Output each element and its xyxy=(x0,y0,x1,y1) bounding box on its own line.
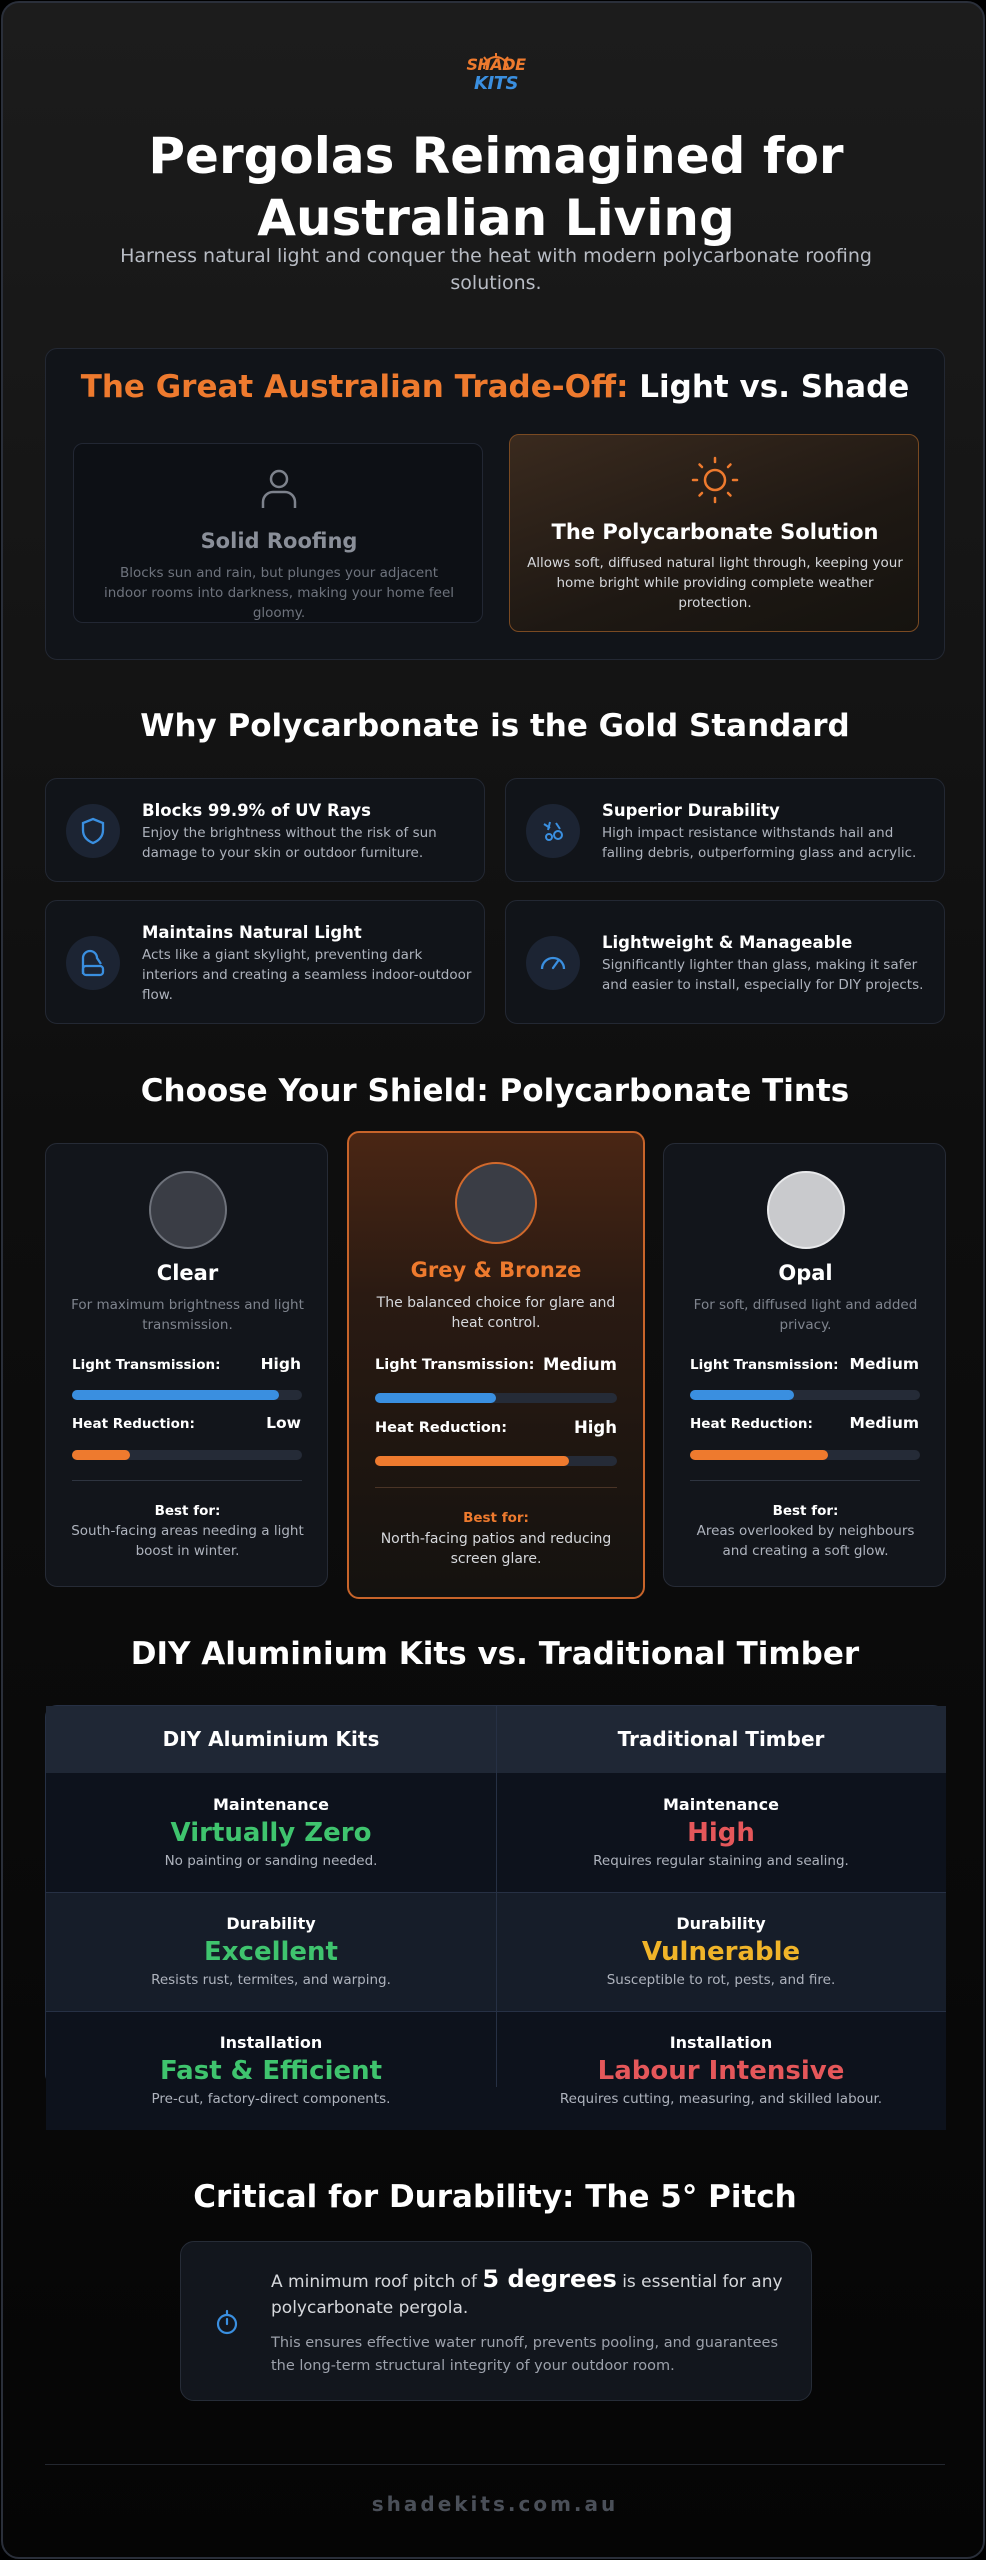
tint-name: Grey & Bronze xyxy=(410,1258,582,1282)
feature-icon-wrap xyxy=(66,804,120,858)
row-desc: Resists rust, termites, and warping. xyxy=(151,1972,391,1988)
row-desc: Requires regular staining and sealing. xyxy=(593,1853,849,1869)
feature-icon-wrap xyxy=(526,936,580,990)
footer-divider xyxy=(45,2464,945,2465)
logo-bottom-text: KITS xyxy=(474,73,518,94)
solid-roofing-card xyxy=(73,443,483,623)
table-header-right: Traditional Timber xyxy=(496,1706,946,1773)
best-for-label: Best for: xyxy=(154,1503,221,1519)
heat-reduction-bar xyxy=(72,1450,302,1460)
row-desc: No painting or sanding needed. xyxy=(164,1853,378,1869)
row-desc: Pre-cut, factory-direct components. xyxy=(151,2091,391,2107)
feature-card-light xyxy=(45,900,485,1024)
user-icon xyxy=(259,466,299,510)
light-transmission-bar xyxy=(72,1390,302,1400)
light-transmission-value: Medium xyxy=(849,1355,919,1373)
heat-reduction-label: Heat Reduction: xyxy=(690,1416,813,1432)
tint-card-opal[interactable] xyxy=(663,1143,946,1587)
divider xyxy=(375,1487,617,1488)
heat-reduction-value: Medium xyxy=(849,1414,919,1432)
feature-title: Blocks 99.9% of UV Rays xyxy=(142,801,371,820)
divider xyxy=(690,1480,920,1481)
feature-card-lightweight xyxy=(505,900,945,1024)
table-cell xyxy=(46,1892,496,2011)
light-transmission-bar xyxy=(375,1393,617,1403)
light-transmission-value: Medium xyxy=(542,1355,617,1374)
page-frame xyxy=(1,1,985,2559)
best-for-label: Best for: xyxy=(463,1510,529,1526)
feature-card-durability xyxy=(505,778,945,882)
pitch-lead-a: A minimum roof pitch of xyxy=(271,2272,483,2292)
best-for-text: Areas overlooked by neighbours and creating a soft glow. xyxy=(696,1523,915,1559)
tint-swatch-clear xyxy=(149,1171,227,1249)
table-cell xyxy=(496,1892,946,2011)
tint-card-grey-bronze[interactable] xyxy=(347,1131,645,1599)
page-subtitle: Harness natural light and conquer the heat with modern polycarbonate roofing solutions. xyxy=(120,245,872,294)
row-label: Durability xyxy=(226,1914,316,1933)
tints-heading: Choose Your Shield: Polycarbonate Tints xyxy=(140,1073,850,1109)
feature-desc: High impact resistance withstands hail and falling debris, outperforming glass and acrylic. xyxy=(602,825,917,861)
feature-icon-wrap xyxy=(66,936,120,990)
feature-title: Superior Durability xyxy=(602,801,780,820)
brand-logo[interactable] xyxy=(446,49,546,109)
row-label: Maintenance xyxy=(662,1795,779,1814)
polycarbonate-solution-card xyxy=(509,434,919,632)
tint-desc: For maximum brightness and light transmission. xyxy=(71,1297,304,1333)
table-cell xyxy=(46,2011,496,2130)
light-transmission-bar xyxy=(690,1390,920,1400)
pitch-lead-b: is essential for any polycarbonate pergola. xyxy=(271,2272,783,2318)
heat-reduction-label: Heat Reduction: xyxy=(375,1420,508,1436)
table-divider xyxy=(46,2011,946,2012)
table-cell xyxy=(496,1773,946,1892)
feature-desc: Significantly lighter than glass, making it safer and easier to install, especially for DIY projects. xyxy=(602,957,924,993)
feature-icon-wrap xyxy=(526,804,580,858)
footer-link[interactable]: shadekits.com.au xyxy=(371,2492,619,2516)
solid-roofing-title: Solid Roofing xyxy=(200,529,358,553)
feature-desc: Enjoy the brightness without the risk of sun damage to your skin or outdoor furniture. xyxy=(142,825,437,861)
shield-icon xyxy=(80,817,106,845)
best-for-text: North-facing patios and reducing screen glare. xyxy=(380,1531,612,1567)
tradeoff-heading-accent: The Great Australian Trade-Off: xyxy=(80,369,629,405)
divider xyxy=(72,1480,302,1481)
pitch-card xyxy=(180,2241,812,2401)
row-label: Installation xyxy=(219,2033,323,2052)
row-label: Installation xyxy=(669,2033,773,2052)
light-transmission-label: Light Transmission: xyxy=(690,1357,839,1373)
row-desc: Susceptible to rot, pests, and fire. xyxy=(606,1972,836,1988)
clock-icon xyxy=(215,2309,239,2337)
light-transmission-fill xyxy=(72,1390,279,1400)
feature-desc: Acts like a giant skylight, preventing dark interiors and creating a seamless indoor-outdoor flow. xyxy=(142,947,472,1003)
table-divider xyxy=(46,1892,946,1893)
row-label: Durability xyxy=(676,1914,766,1933)
light-transmission-fill xyxy=(375,1393,496,1403)
tradeoff-heading xyxy=(45,369,945,405)
best-for-label: Best for: xyxy=(772,1503,839,1519)
house-light-icon xyxy=(79,948,107,978)
solid-roofing-desc: Blocks sun and rain, but plunges your adjacent indoor rooms into darkness, making your home feel gloomy. xyxy=(103,565,455,621)
heat-reduction-bar xyxy=(375,1456,617,1466)
pitch-heading: Critical for Durability: The 5° Pitch xyxy=(193,2179,797,2215)
why-heading: Why Polycarbonate is the Gold Standard xyxy=(140,708,850,744)
row-value: Labour Intensive xyxy=(597,2056,845,2086)
tradeoff-heading-rest: Light vs. Shade xyxy=(639,369,910,405)
light-transmission-fill xyxy=(690,1390,794,1400)
tint-card-clear[interactable] xyxy=(45,1143,328,1587)
page-title: Pergolas Reimagined for Australian Living xyxy=(148,127,844,247)
comparison-table xyxy=(45,1705,945,2107)
tint-name: Clear xyxy=(156,1261,219,1285)
polycarbonate-solution-title: The Polycarbonate Solution xyxy=(551,520,879,544)
table-cell xyxy=(496,2011,946,2130)
row-value: High xyxy=(687,1818,755,1848)
tint-desc: The balanced choice for glare and heat control. xyxy=(376,1295,616,1331)
heat-reduction-value: Low xyxy=(266,1414,301,1432)
tint-name: Opal xyxy=(778,1261,833,1285)
row-desc: Requires cutting, measuring, and skilled labour. xyxy=(559,2091,883,2107)
pitch-lead-strong: 5 degrees xyxy=(482,2265,617,2293)
sun-icon xyxy=(690,455,740,505)
row-value: Fast & Efficient xyxy=(159,2056,383,2086)
row-value: Vulnerable xyxy=(641,1937,801,1967)
table-cell xyxy=(46,1773,496,1892)
feature-title: Maintains Natural Light xyxy=(142,923,362,942)
polycarbonate-solution-desc: Allows soft, diffused natural light through, keeping your home bright while providing complete weather protection. xyxy=(527,555,903,611)
table-header-left: DIY Aluminium Kits xyxy=(46,1706,496,1773)
light-transmission-label: Light Transmission: xyxy=(375,1357,535,1373)
light-transmission-label: Light Transmission: xyxy=(72,1357,221,1373)
feature-card-uv xyxy=(45,778,485,882)
tint-desc: For soft, diffused light and added privacy. xyxy=(693,1297,918,1333)
compare-heading: DIY Aluminium Kits vs. Traditional Timber xyxy=(130,1636,860,1672)
logo-top-text: SHADE xyxy=(466,55,526,74)
light-transmission-value: High xyxy=(260,1355,301,1373)
feature-title: Lightweight & Manageable xyxy=(602,933,853,952)
best-for-text: South-facing areas needing a light boost in winter. xyxy=(71,1523,304,1559)
heat-reduction-fill xyxy=(690,1450,828,1460)
heat-reduction-fill xyxy=(72,1450,130,1460)
heat-reduction-fill xyxy=(375,1456,569,1466)
row-label: Maintenance xyxy=(212,1795,329,1814)
heat-reduction-label: Heat Reduction: xyxy=(72,1416,195,1432)
row-value: Virtually Zero xyxy=(170,1818,372,1848)
pitch-detail: This ensures effective water runoff, prevents pooling, and guarantees the long-term structural integrity of your outdoor room. xyxy=(271,2335,779,2374)
hail-icon xyxy=(539,817,567,845)
heat-reduction-bar xyxy=(690,1450,920,1460)
tint-swatch-opal xyxy=(767,1171,845,1249)
tint-swatch-grey-bronze xyxy=(455,1162,537,1244)
heat-reduction-value: High xyxy=(573,1418,617,1437)
table-divider xyxy=(496,1706,497,2087)
row-value: Excellent xyxy=(204,1937,338,1967)
pitch-lead xyxy=(271,2266,791,2321)
gauge-icon xyxy=(539,949,567,977)
